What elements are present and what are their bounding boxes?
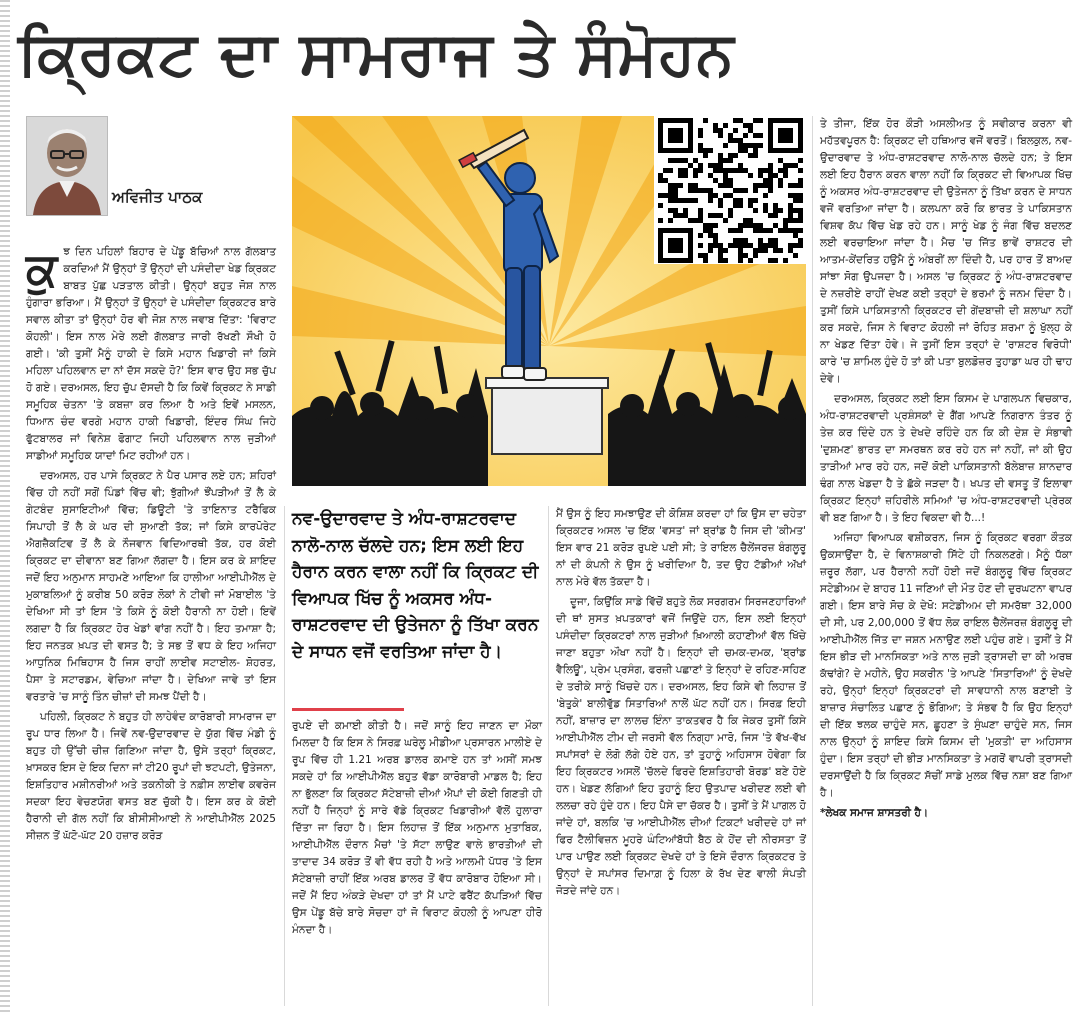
paragraph: ਦੂਜਾ, ਕਿਉਂਕਿ ਸਾਡੇ ਵਿੱਚੋਂ ਬਹੁਤੇ ਲੋਕ ਸਰਗਰਮ ਸਿਰਜਣਹਾਰਿਆਂ ਦੀ ਥਾਂ ਸੁਸਤ ਖ਼ਪਤਕਾਰਾਂ ਵਜੋਂ ਜਿਉਂਦੇ ਹਨ, ਇਸ ਲਈ ਇਨ੍ਹਾਂ ਪਸੰਦੀਦਾ ਕ੍ਰਿਕਟਰਾਂ ਨਾਲ ਜੁੜੀਆਂ ਖ਼ਿਆਲੀ ਕਹਾਣੀਆਂ ਵੱਲ ਖਿੱਚੇ ਜਾਣਾ ਬਹੁਤਾ ਔਖਾ ਨਹੀਂ ਹੈ। ਇਨ੍ਹਾਂ ਦੀ ਚਮਕ-ਦਮਕ, 'ਬ੍ਰਾਂਡ ਵੈਲਿਊ', ਪ੍ਰੇਮ ਪ੍ਰਸੰਗ, ਫਰਜ਼ੀ ਪਛਾਣਾਂ ਤੇ ਇਨ੍ਹਾਂ ਦੇ ਰਹਿਣ-ਸਹਿਣ ਦੇ ਤਰੀਕੇ ਸਾਨੂੰ ਖਿੱਚਦੇ ਹਨ। ਦਰਅਸਲ, ਇਹ ਕਿਸੇ ਵੀ ਲਿਹਾਜ਼ ਤੋਂ 'ਬੇਤੁਕੇ' ਬਾਲੀਵੁੱਡ ਸਿਤਾਰਿਆਂ ਨਾਲੋਂ ਘੱਟ ਨਹੀਂ ਹਨ। ਸਿਰਫ਼ ਇਹੀ ਨਹੀਂ, ਬਾਜ਼ਾਰ ਦਾ ਲਾਲਚ ਇੰਨਾ ਤਾਕਤਵਰ ਹੈ ਕਿ ਜੇਕਰ ਤੁਸੀਂ ਕਿਸੇ ਆਈਪੀਐੱਲ ਟੀਮ ਦੀ ਜਰਸੀ ਵੱਲ ਨਿਗ੍ਹਾ ਮਾਰੋ, ਜਿਸ 'ਤੇ ਵੱਖ-ਵੱਖ ਸਪਾਂਸਰਾਂ ਦੇ ਲੋਗੋ ਲੱਗੇ ਹੋਏ ਹਨ, ਤਾਂ ਤੁਹਾਨੂੰ ਅਹਿਸਾਸ ਹੋਵੇਗਾ ਕਿ ਇਹ ਕ੍ਰਿਕਟਰ ਅਸਲੋਂ 'ਚੱਲਦੇ ਫਿਰਦੇ ਇਸ਼ਤਿਹਾਰੀ ਬੋਰਡ' ਬਣੇ ਹੋਏ ਹਨ। ਖੇਡਣ ਲੱਗਿਆਂ ਇਹ ਤੁਹਾਨੂੰ ਇਹ ਉਤਪਾਦ ਖਰੀਦਣ ਲਈ ਵੀ ਲਲਚਾ ਰਹੇ ਹੁੰਦੇ ਹਨ। ਇਹ ਪੈਸੇ ਦਾ ਚੱਕਰ ਹੈ। ਤੁਸੀਂ ਤੇ ਮੈਂ ਪਾਗਲ ਹੋ ਜਾਂਦੇ ਹਾਂ, ਬਲਕਿ 'ਚ ਆਈਪੀਐੱਲ ਦੀਆਂ ਟਿਕਟਾਂ ਖਰੀਦਦੇ ਹਾਂ ਜਾਂ ਫਿਰ ਟੈਲੀਵਿਜ਼ਨ ਮੂਹਰੇ ਘੰਟਿਆਂਬੱਧੀ ਬੈਠ ਕੇ ਹੋਂਦ ਦੀ ਨੀਰਸਤਾ ਤੋਂ ਪਾਰ ਪਾਉਣ ਲਈ ਕ੍ਰਿਕਟ ਦੇਖਦੇ ਹਾਂ ਤੇ ਇਸੇ ਦੌਰਾਨ ਕ੍ਰਿਕਟਰ ਤੇ ਉਨ੍ਹਾਂ ਦੇ ਸਪਾਂਸਰ ਦਿਮਾਗ਼ ਨੂੰ ਹਿਲਾ ਕੇ ਰੱਖ ਦੇਣ ਵਾਲੀ ਸੰਪਤੀ ਜੋੜਦੇ ਜਾਂਦੇ ਹਨ। <box>556 596 806 897</box>
article-column-4 <box>820 116 1072 825</box>
column-rule <box>548 506 549 1006</box>
paragraph: ਪਹਿਲੀ, ਕ੍ਰਿਕਟ ਨੇ ਬਹੁਤ ਹੀ ਲਾਹੇਵੰਦ ਕਾਰੋਬਾਰੀ ਸਾਮਰਾਜ ਦਾ ਰੂਪ ਧਾਰ ਲਿਆ ਹੈ। ਜਿਵੇਂ ਨਵ-ਉਦਾਰਵਾਦ ਦੇ ਯੁੱਗ ਵਿੱਚ ਮੰਡੀ ਨੂੰ ਬਹੁਤ ਹੀ ਉੱਚੀ ਚੀਜ਼ ਗਿਣਿਆ ਜਾਂਦਾ ਹੈ, ਉਸੇ ਤਰ੍ਹਾਂ ਕ੍ਰਿਕਟ, ਖ਼ਾਸਕਰ ਇਸ ਦੇ ਇਕ ਦਿਨਾ ਜਾਂ ਟੀ20 ਰੂਪਾਂ ਦੀ ਝਟਪਟੀ, ਉਤੇਜਨਾ, ਇਸ਼ਤਿਹਾਰ ਮਸ਼ੀਨਰੀਆਂ ਅਤੇ ਤਕਨੀਕੀ ਤੇ ਨਫ਼ੀਸ ਲਾਈਵ ਕਵਰੇਜ ਸਦਕਾ ਇਹ ਵੇਚਣਯੋਗ ਵਸਤ ਬਣ ਚੁੱਕੀ ਹੈ। ਇਸ ਕਰ ਕੇ ਕੋਈ ਹੈਰਾਨੀ ਦੀ ਗੱਲ ਨਹੀਂ ਕਿ ਬੀਸੀਸੀਆਈ ਨੇ ਆਈਪੀਐੱਲ 2025 ਸੀਜ਼ਨ ਤੋਂ ਘੱਟੋ-ਘੱਟ 20 ਹਜ਼ਾਰ ਕਰੋੜ <box>26 711 276 842</box>
article-column-2 <box>292 718 542 942</box>
paragraph: ਤੇ ਤੀਜਾ, ਇੱਕ ਹੋਰ ਕੌੜੀ ਅਸਲੀਅਤ ਨੂੰ ਸਵੀਕਾਰ ਕਰਨਾ ਵੀ ਮਹੱਤਵਪੂਰਨ ਹੈ: ਕ੍ਰਿਕਟ ਦੀ ਹਥਿਆਰ ਵਜੋਂ ਵਰਤੋਂ। ਬਿਲਕੁਲ, ਨਵ-ਉਦਾਰਵਾਦ ਤੇ ਅੰਧ-ਰਾਸ਼ਟਰਵਾਦ ਨਾਲੋ-ਨਾਲ ਚੱਲਦੇ ਹਨ; ਤੇ ਇਸ ਲਈ ਇਹ ਹੈਰਾਨ ਕਰਨ ਵਾਲਾ ਨਹੀਂ ਕਿ ਕ੍ਰਿਕਟ ਦੀ ਵਿਆਪਕ ਖਿੱਚ ਨੂੰ ਅਕਸਰ ਅੰਧ-ਰਾਸ਼ਟਰਵਾਦ ਦੀ ਉਤੇਜਨਾ ਨੂੰ ਤਿੱਖਾ ਕਰਨ ਦੇ ਸਾਧਨ ਵਜੋਂ ਵਰਤਿਆ ਜਾਂਦਾ ਹੈ। ਕਲਪਨਾ ਕਰੋ ਕਿ ਭਾਰਤ ਤੇ ਪਾਕਿਸਤਾਨ ਵਿਸ਼ਵ ਕੱਪ ਵਿੱਚ ਖੇਡ ਰਹੇ ਹਨ। ਸਾਨੂੰ ਖੇਡ ਨੂੰ ਜੰਗ ਵਿੱਚ ਬਦਲਣ ਲਈ ਵਰਚਾਇਆ ਜਾਂਦਾ ਹੈ। ਮੈਚ 'ਚ ਜਿੱਤ ਭਾਵੇਂ ਰਾਸ਼ਟਰ ਦੀ ਆਤਮ-ਕੇਂਦਰਿਤ ਹਉਮੈ ਨੂੰ ਅੰਬਰੀਂ ਲਾ ਦਿੰਦੀ ਹੈ, ਪਰ ਹਾਰ ਤੋਂ ਬਾਅਦ ਸਾਂਝਾ ਸੋਗ ਉਪਜਦਾ ਹੈ। ਅਸਲ 'ਚ ਕ੍ਰਿਕਟ ਨੂੰ ਅੰਧ-ਰਾਸ਼ਟਰਵਾਦ ਦੇ ਨਜ਼ਰੀਏ ਰਾਹੀਂ ਦੇਖਣ ਕਈ ਤਰ੍ਹਾਂ ਦੇ ਭਰਮਾਂ ਨੂੰ ਜਨਮ ਦਿੰਦਾ ਹੈ। ਤੁਸੀਂ ਕਿਸੇ ਪਾਕਿਸਤਾਨੀ ਕ੍ਰਿਕਟਰ ਦੀ ਗੇਂਦਬਾਜ਼ੀ ਦੀ ਸ਼ਲਾਘਾ ਨਹੀਂ ਕਰ ਸਕਦੇ, ਜਿਸ ਨੇ ਵਿਰਾਟ ਕੋਹਲੀ ਜਾਂ ਰੋਹਿਤ ਸ਼ਰਮਾ ਨੂੰ ਖੁੱਲ੍ਹ ਕੇ ਨਾ ਖੇਡਣ ਦਿੱਤਾ ਹੋਵੇ। ਜੇ ਤੁਸੀਂ ਇਸ ਤਰ੍ਹਾਂ ਦੇ 'ਰਾਸ਼ਟਰ ਵਿਰੋਧੀ' ਕਾਰੇ 'ਚ ਸ਼ਾਮਿਲ ਹੁੰਦੇ ਹੋ ਤਾਂ ਕੀ ਪਤਾ ਬੁਲਡੋਜ਼ਰ ਤੁਹਾਡਾ ਘਰ ਹੀ ਢਾਹ ਦੇਵੇ। <box>820 118 1072 385</box>
pull-quote-underline <box>292 708 404 711</box>
qr-code-icon <box>654 116 806 264</box>
author-name: ਅਵਿਜੀਤ ਪਾਠਕ <box>112 188 203 206</box>
author-photo <box>26 116 108 216</box>
column-rule <box>284 506 285 1006</box>
qr-code[interactable] <box>654 116 806 264</box>
article-column-3 <box>556 506 806 903</box>
article-column-1 <box>26 244 276 848</box>
paragraph: ਝ ਦਿਨ ਪਹਿਲਾਂ ਬਿਹਾਰ ਦੇ ਪੇਂਡੂ ਬੱਚਿਆਂ ਨਾਲ ਗੱਲਬਾਤ ਕਰਦਿਆਂ ਮੈਂ ਉਨ੍ਹਾਂ ਤੋਂ ਉਨ੍ਹਾਂ ਦੀ ਪਸੰਦੀਦਾ ਖੇਡ ਕ੍ਰਿਕਟ ਬਾਬਤ ਪੁੱਛ ਪੜਤਾਲ ਕੀਤੀ। ਉਨ੍ਹਾਂ ਬਹੁਤ ਜੋਸ਼ ਨਾਲ ਹੁੰਗਾਰਾ ਭਰਿਆ। ਮੈਂ ਉਨ੍ਹਾਂ ਤੋਂ ਉਨ੍ਹਾਂ ਦੇ ਪਸੰਦੀਦਾ ਕ੍ਰਿਕਟਰ ਬਾਰੇ ਸਵਾਲ ਕੀਤਾ ਤਾਂ ਉਨ੍ਹਾਂ ਹੋਰ ਵੀ ਜੋਸ਼ ਨਾਲ ਜਵਾਬ ਦਿੱਤਾ: 'ਵਿਰਾਟ ਕੋਹਲੀ'। ਇਸ ਨਾਲ ਮੇਰੇ ਲਈ ਗੱਲਬਾਤ ਜਾਰੀ ਰੱਖਣੀ ਸੌਖੀ ਹੋ ਗਈ। 'ਕੀ ਤੁਸੀਂ ਮੈਨੂੰ ਹਾਕੀ ਦੇ ਕਿਸੇ ਮਹਾਨ ਖਿਡਾਰੀ ਜਾਂ ਕਿਸੇ ਮਹਿਲਾ ਪਹਿਲਵਾਨ ਦਾ ਨਾਂ ਦੱਸ ਸਕਦੇ ਹੋ?' ਇਸ ਵਾਰ ਉਹ ਸਭ ਚੁੱਪ ਹੋ ਗਏ। ਦਰਅਸਲ, ਇਹ ਚੁੱਪ ਦੱਸਦੀ ਹੈ ਕਿ ਕਿਵੇਂ ਕ੍ਰਿਕਟ ਨੇ ਸਾਡੀ ਸਮੂਹਿਕ ਚੇਤਨਾ 'ਤੇ ਕਬਜ਼ਾ ਕਰ ਲਿਆ ਹੈ ਅਤੇ ਇਵੇਂ ਮਸਲਨ, ਧਿਆਨ ਚੰਦ ਵਰਗੇ ਮਹਾਨ ਹਾਕੀ ਖਿਡਾਰੀ, ਇੰਦਰ ਸਿੰਘ ਜਿਹੇ ਫੁੱਟਬਾਲਰ ਜਾਂ ਵਿਨੇਸ਼ ਫੋਗਾਟ ਜਿਹੀ ਪਹਿਲਵਾਨ ਨਾਲ ਜੁੜੀਆਂ ਸਾਡੀਆਂ ਸਮੂਹਿਕ ਯਾਦਾਂ ਮਿਟ ਰਹੀਆਂ ਹਨ। <box>26 246 276 462</box>
paragraph: ਰੁਪਏ ਦੀ ਕਮਾਈ ਕੀਤੀ ਹੈ। ਜਦੋਂ ਸਾਨੂੰ ਇਹ ਜਾਣਨ ਦਾ ਮੌਕਾ ਮਿਲਦਾ ਹੈ ਕਿ ਇਸ ਨੇ ਸਿਰਫ਼ ਘਰੇਲੂ ਮੀਡੀਆ ਪ੍ਰਸਾਰਨ ਮਾਲੀਏ ਦੇ ਰੂਪ ਵਿੱਚ ਹੀ 1.21 ਅਰਬ ਡਾਲਰ ਕਮਾਏ ਹਨ ਤਾਂ ਅਸੀਂ ਸਮਝ ਸਕਦੇ ਹਾਂ ਕਿ ਆਈਪੀਐੱਲ ਬਹੁਤ ਵੱਡਾ ਕਾਰੋਬਾਰੀ ਮਾਡਲ ਹੈ; ਇਹ ਨਾ ਭੁੱਲਣਾ ਕਿ ਕ੍ਰਿਕਟ ਸੱਟੇਬਾਜ਼ੀ ਦੀਆਂ ਐਪਾਂ ਦੀ ਕੋਈ ਗਿਣਤੀ ਹੀ ਨਹੀਂ ਹੈ ਜਿਨ੍ਹਾਂ ਨੂੰ ਸਾਰੇ ਵੱਡੇ ਕ੍ਰਿਕਟ ਖਿਡਾਰੀਆਂ ਵੱਲੋਂ ਹੁਲਾਰਾ ਦਿੱਤਾ ਜਾ ਰਿਹਾ ਹੈ। ਇਸ ਲਿਹਾਜ਼ ਤੋਂ ਇੱਕ ਅਨੁਮਾਨ ਮੁਤਾਬਿਕ, ਆਈਪੀਐੱਲ ਦੌਰਾਨ ਮੈਚਾਂ 'ਤੇ ਸੱਟਾ ਲਾਉਣ ਵਾਲੇ ਭਾਰਤੀਆਂ ਦੀ ਤਾਦਾਦ 34 ਕਰੋੜ ਤੋਂ ਵੀ ਵੱਧ ਰਹੀ ਹੈ ਅਤੇ ਆਲਮੀ ਪੱਧਰ 'ਤੇ ਇਸ ਸੱਟੇਬਾਜ਼ੀ ਰਾਹੀਂ ਇੱਕ ਅਰਬ ਡਾਲਰ ਤੋਂ ਵੱਧ ਕਾਰੋਬਾਰ ਹੋਇਆ ਸੀ। ਜਦੋਂ ਮੈਂ ਇਹ ਅੰਕੜੇ ਦੇਖਦਾ ਹਾਂ ਤਾਂ ਮੈਂ ਪਾਟੇ ਫਰੈਂਟ ਕੱਪੜਿਆਂ ਵਿੱਚ ਉਸ ਪੇਂਡੂ ਬੱਚੇ ਬਾਰੇ ਸੋਚਦਾ ਹਾਂ ਜੋ ਵਿਰਾਟ ਕੋਹਲੀ ਨੂੰ ਆਪਣਾ ਹੀਰੋ ਮੰਨਦਾ ਹੈ। <box>292 720 542 936</box>
dropcap: ਕੁ <box>26 242 58 296</box>
author-note: *ਲੇਖਕ ਸਮਾਜ ਸ਼ਾਸਤਰੀ ਹੈ। <box>820 807 929 819</box>
pull-quote: ਨਵ-ਉਦਾਰਵਾਦ ਤੇ ਅੰਧ-ਰਾਸ਼ਟਰਵਾਦ ਨਾਲੋ-ਨਾਲ ਚੱਲਦੇ ਹਨ; ਇਸ ਲਈ ਇਹ ਹੈਰਾਨ ਕਰਨ ਵਾਲਾ ਨਹੀਂ ਕਿ ਕ੍ਰਿਕਟ ਦੀ ਵਿਆਪਕ ਖਿੱਚ ਨੂੰ ਅਕਸਰ ਅੰਧ-ਰਾਸ਼ਟਰਵਾਦ ਦੀ ਉਤੇਜਨਾ ਨੂੰ ਤਿੱਖਾ ਕਰਨ ਦੇ ਸਾਧਨ ਵਜੋਂ ਵਰਤਿਆ ਜਾਂਦਾ ਹੈ। <box>292 509 539 662</box>
paragraph: ਦਰਅਸਲ, ਹਰ ਪਾਸੇ ਕ੍ਰਿਕਟ ਨੇ ਪੈਰ ਪਸਾਰ ਲਏ ਹਨ; ਸ਼ਹਿਰਾਂ ਵਿੱਚ ਹੀ ਨਹੀਂ ਸਗੋਂ ਪਿੰਡਾਂ ਵਿੱਚ ਵੀ; ਝੁੱਗੀਆਂ ਝੌਂਪੜੀਆਂ ਤੋਂ ਲੈ ਕੇ ਗੇਟਬੰਦ ਸੁਸਾਇਟੀਆਂ ਵਿੱਚ; ਡਿਊਟੀ 'ਤੇ ਤਾਇਨਾਤ ਟਰੈਫਿਕ ਸਿਪਾਹੀ ਤੋਂ ਲੈ ਕੇ ਘਰ ਦੀ ਸੁਆਣੀ ਤੱਕ; ਜਾਂ ਕਿਸੇ ਕਾਰਪੋਰੇਟ ਐਗਜ਼ੈਕਟਿਵ ਤੋਂ ਲੈ ਕੇ ਨੌਜਵਾਨ ਵਿਦਿਆਰਥੀ ਤੱਕ, ਹਰ ਕੋਈ ਕ੍ਰਿਕਟ ਦਾ ਦੀਵਾਨਾ ਬਣ ਗਿਆ ਲੱਗਦਾ ਹੈ। ਇਸ ਕਰ ਕੇ ਸ਼ਾਇਦ ਜਦੋਂ ਇਹ ਅਨੁਮਾਨ ਸਾਹਮਣੇ ਆਇਆ ਕਿ ਹਾਲੀਆ ਆਈਪੀਐੱਲ ਦੇ ਮੁਕਾਬਲਿਆਂ ਨੂੰ ਕਰੀਬ 50 ਕਰੋੜ ਲੋਕਾਂ ਨੇ ਟੀਵੀ ਜਾਂ ਮੋਬਾਈਲ 'ਤੇ ਦੇਖਿਆ ਸੀ ਤਾਂ ਇਸ 'ਤੇ ਕਿਸੇ ਨੂੰ ਕੋਈ ਹੈਰਾਨੀ ਨਾ ਹੋਈ। ਇਵੇਂ ਲਗਦਾ ਹੈ ਕਿ ਕ੍ਰਿਕਟ ਹੋਰ ਖੇਡਾਂ ਵਾਂਗ ਨਹੀਂ ਹੈ। ਇਹ ਤਮਾਸ਼ਾ ਹੈ; ਇਹ ਜਨਤਕ ਖ਼ਪਤ ਦੀ ਵਸਤ ਹੈ; ਤੇ ਸਭ ਤੋਂ ਵਧ ਕੇ ਇਹ ਅਜਿਹਾ ਆਧੁਨਿਕ ਮਿਥਿਹਾਸ ਹੈ ਜਿਸ ਰਾਹੀਂ ਲਾਈਵ ਸਟਾਈਲ- ਸ਼ੋਹਰਤ, ਪੈਸਾ ਤੇ ਸਟਾਰਡਮ, ਵੇਚਿਆ ਜਾਂਦਾ ਹੈ। ਦੇਖਿਆ ਜਾਵੇ ਤਾਂ ਇਸ ਵਰਤਾਰੇ 'ਚ ਸਾਨੂੰ ਤਿੰਨ ਚੀਜ਼ਾਂ ਦੀ ਸਮਝ ਪੈਂਦੀ ਹੈ। <box>26 470 276 703</box>
column-rule <box>812 116 813 1006</box>
paragraph: ਦਰਅਸਲ, ਕ੍ਰਿਕਟ ਲਈ ਇਸ ਕਿਸਮ ਦੇ ਪਾਗਲਪਨ ਵਿਚਕਾਰ, ਅੰਧ-ਰਾਸ਼ਟਰਵਾਦੀ ਪ੍ਰਸ਼ੰਸਕਾਂ ਦੇ ਗੈਂਗ ਆਪਣੇ ਨਿਗਰਾਨ ਤੰਤਰ ਨੂੰ ਤੇਜ਼ ਕਰ ਦਿੰਦੇ ਹਨ ਤੇ ਦੇਖਦੇ ਰਹਿੰਦੇ ਹਨ ਕਿ ਕੀ ਦੇਸ਼ ਦੇ ਸੰਭਾਵੀ 'ਦੁਸ਼ਮਣ' ਭਾਰਤ ਦਾ ਸਮਰਥਨ ਕਰ ਰਹੇ ਹਨ ਜਾਂ ਨਹੀਂ, ਜਾਂ ਕੀ ਉਹ ਤਾੜੀਆਂ ਮਾਰ ਰਹੇ ਹਨ, ਜਦੋਂ ਕੋਈ ਪਾਕਿਸਤਾਨੀ ਬੱਲੇਬਾਜ਼ ਸ਼ਾਨਦਾਰ ਢੰਗ ਨਾਲ ਖੇਡਦਾ ਹੈ ਤੇ ਛੱਕੇ ਜੜਦਾ ਹੈ। ਖਪਤ ਦੀ ਵਸਤੂ ਤੋਂ ਇਲਾਵਾ ਕ੍ਰਿਕਟ ਇਨ੍ਹਾਂ ਜ਼ਹਿਰੀਲੇ ਸਮਿਆਂ 'ਚ ਅੰਧ-ਰਾਸ਼ਟਰਵਾਦੀ ਪ੍ਰੇਰਕ ਵੀ ਬਣ ਗਿਆ ਹੈ। ਤੇ ਇਹ ਵਿਕਦਾ ਵੀ ਹੈ...! <box>820 393 1072 524</box>
page-edge-divider <box>0 0 10 1015</box>
paragraph: ਅਜਿਹਾ ਵਿਆਪਕ ਵਸ਼ੀਕਰਨ, ਜਿਸ ਨੂੰ ਕ੍ਰਿਕਟ ਵਰਗਾ ਕੌਤਕ ਉਕਸਾਉਂਦਾ ਹੈ, ਦੇ ਵਿਨਾਸ਼ਕਾਰੀ ਸਿੱਟੇ ਹੀ ਨਿਕਲਣਗੇ। ਮੈਨੂੰ ਧੱਕਾ ਜ਼ਰੂਰ ਲੱਗਾ, ਪਰ ਹੈਰਾਨੀ ਨਹੀਂ ਹੋਈ ਜਦੋਂ ਬੰਗਲੂਰੂ ਵਿੱਚ ਕ੍ਰਿਕਟ ਸਟੇਡੀਅਮ ਦੇ ਬਾਹਰ 11 ਜਣਿਆਂ ਦੀ ਮੌਤ ਹੋਣ ਦੀ ਦੁਰਘਟਨਾ ਵਾਪਰ ਗਈ। ਇਸ ਬਾਰੇ ਸੋਚ ਕੇ ਦੇਖੋ: ਸਟੇਡੀਅਮ ਦੀ ਸਮਰੱਥਾ 32,000 ਦੀ ਸੀ, ਪਰ 2,00,000 ਤੋਂ ਵੱਧ ਲੋਕ ਰਾਇਲ ਚੈਲੇਂਜਰਜ਼ ਬੰਗਲੂਰੂ ਦੀ ਆਈਪੀਐੱਲ ਜਿੱਤ ਦਾ ਜਸ਼ਨ ਮਨਾਉਣ ਲਈ ਪਹੁੰਚ ਗਏ। ਤੁਸੀਂ ਤੇ ਮੈਂ ਇਸ ਭੀੜ ਦੀ ਮਾਨਸਿਕਤਾ ਅਤੇ ਨਾਲ ਜੁੜੀ ਤ੍ਰਾਸਦੀ ਦਾ ਕੀ ਅਰਥ ਕੱਢਾਂਗੇ? ਦੇ ਮਹੀਨੇ, ਉਹ ਸਕਰੀਨ 'ਤੇ ਆਪਣੇ 'ਸਿਤਾਰਿਆਂ' ਨੂੰ ਦੇਖਦੇ ਰਹੇ, ਉਨ੍ਹਾਂ ਇਨ੍ਹਾਂ ਕ੍ਰਿਕਟਰਾਂ ਦੀ ਸਾਵਧਾਨੀ ਨਾਲ ਬਣਾਈ ਤੇ ਬਾਜ਼ਾਰ ਸੰਚਾਲਿਤ ਪਛਾਣ ਨੂੰ ਭੋਗਿਆ; ਤੇ ਸੰਭਵ ਹੈ ਕਿ ਉਹ ਇਨ੍ਹਾਂ ਦੀ ਇੱਕ ਝਲਕ ਚਾਹੁੰਦੇ ਸਨ, ਛੂਹਣਾ ਤੇ ਸੁੰਘਣਾ ਚਾਹੁੰਦੇ ਸਨ, ਜਿਸ ਨਾਲ ਉਨ੍ਹਾਂ ਨੂੰ ਸ਼ਾਇਦ ਕਿਸੇ ਕਿਸਮ ਦੀ 'ਮੁਕਤੀ' ਦਾ ਅਹਿਸਾਸ ਹੁੰਦਾ। ਇਸ ਤਰ੍ਹਾਂ ਦੀ ਭੀੜ ਮਾਨਸਿਕਤਾ ਤੇ ਮਗਰੋਂ ਵਾਪਰੀ ਤ੍ਰਾਸਦੀ ਦਰਸਾਉਂਦੀ ਹੈ ਕਿ ਕ੍ਰਿਕਟ ਸੱਚੀਂ ਸਾਡੇ ਮੁਲਕ ਵਿੱਚ ਨਸ਼ਾ ਬਣ ਗਿਆ ਹੈ। <box>820 532 1072 799</box>
headline: ਕ੍ਰਿਕਟ ਦਾ ਸਾਮਰਾਜ ਤੇ ਸੰਮੋਹਨ <box>18 19 735 89</box>
paragraph: ਮੈਂ ਉਸ ਨੂੰ ਇਹ ਸਮਝਾਉਣ ਦੀ ਕੋਸ਼ਿਸ਼ ਕਰਦਾ ਹਾਂ ਕਿ ਉਸ ਦਾ ਚਹੇਤਾ ਕ੍ਰਿਕਟਰ ਅਸਲ 'ਚ ਇੱਕ 'ਵਸਤ' ਜਾਂ ਬ੍ਰਾਂਡ ਹੈ ਜਿਸ ਦੀ 'ਕੀਮਤ' ਇਸ ਵਾਰ 21 ਕਰੋੜ ਰੁਪਏ ਪਈ ਸੀ; ਤੇ ਰਾਇਲ ਚੈਲੇਂਜਰਜ਼ ਬੰਗਲੂਰੂ ਨਾਂ ਦੀ ਕੰਪਨੀ ਨੇ ਉਸ ਨੂੰ ਖਰੀਦਿਆ ਹੈ, ਤਦ ਉਹ ਟੱਡੀਆਂ ਅੱਖਾਂ ਨਾਲ ਮੇਰੇ ਵੱਲ ਤੱਕਦਾ ਹੈ। <box>556 508 806 588</box>
author-portrait-icon <box>27 117 107 215</box>
